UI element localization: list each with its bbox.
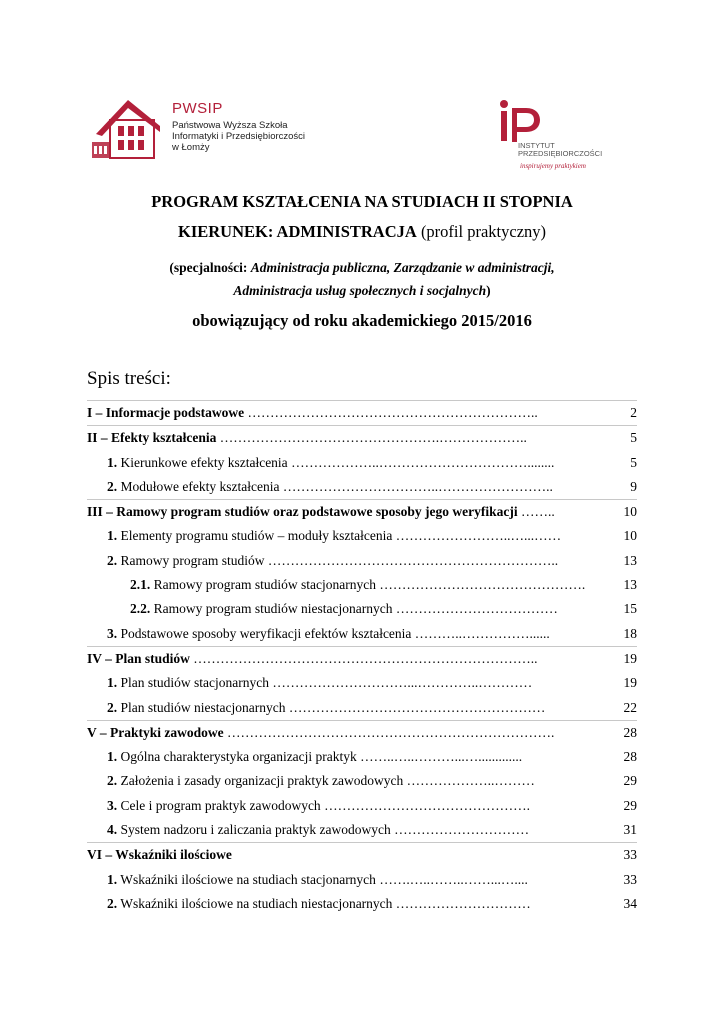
toc-subsection[interactable] <box>87 745 637 769</box>
program-direction <box>0 222 724 242</box>
toc-entry-number: 1. <box>107 675 118 691</box>
toc-entry-text <box>107 868 528 892</box>
program-title: PROGRAM KSZTAŁCENIA NA STUDIACH II STOPNIA <box>151 192 573 211</box>
toc-entry-text <box>107 769 535 793</box>
toc-page-number: 18 <box>623 625 637 641</box>
toc-page-number: 31 <box>623 822 637 838</box>
toc-leader: ………………………………………….……………….. <box>219 430 527 446</box>
toc-entry-title: Plan studiów niestacjonarnych <box>117 699 289 715</box>
specializations-line-1 <box>0 260 724 276</box>
toc-entry-title: Kierunkowe efekty kształcenia <box>117 454 292 470</box>
toc-entry-text <box>107 892 531 916</box>
spec-close: ) <box>486 283 491 298</box>
toc-section[interactable] <box>87 499 637 524</box>
toc-entry-title: V – Praktyki zawodowe <box>87 724 227 740</box>
spec-list-2: Administracja usług społecznych i socjalnych <box>233 283 487 298</box>
direction-name: KIERUNEK: ADMINISTRACJA <box>177 222 417 241</box>
toc-entry-text <box>87 426 527 450</box>
toc-entry-text <box>107 622 550 646</box>
toc-section[interactable] <box>87 720 637 745</box>
toc-entry-number: 2. <box>107 699 118 715</box>
specializations-line-2 <box>0 283 724 299</box>
toc-page-number: 10 <box>623 528 637 544</box>
toc-page-number: 33 <box>623 871 637 887</box>
toc-entry-text <box>107 524 561 548</box>
toc-subsection[interactable] <box>87 524 637 548</box>
toc-entry-title: II – Efekty kształcenia <box>87 430 220 446</box>
valid-from: obowiązujący od roku akademickiego 2015/2016 <box>192 311 532 330</box>
toc-entry-title: System nadzoru i zaliczania praktyk zawodowych <box>117 822 395 838</box>
toc-subsection[interactable] <box>87 868 637 892</box>
toc-entry-text <box>87 721 554 745</box>
toc-subsection[interactable] <box>87 794 637 818</box>
toc-entry-text <box>107 451 554 475</box>
toc-entry-number: 4. <box>107 822 118 838</box>
toc-entry-title: Modułowe efekty kształcenia <box>117 478 283 494</box>
toc-entry-title: VI – Wskaźniki ilościowe <box>87 847 232 863</box>
ip-mark-icon <box>498 98 558 144</box>
toc-section[interactable] <box>87 646 637 671</box>
toc-leader: ……..…..………...…............. <box>360 749 523 765</box>
toc-entry-title: Założenia i zasady organizacji praktyk zawodowych <box>117 773 407 789</box>
toc-leader: ……………………………… <box>395 601 558 617</box>
toc-entry-number: 2. <box>107 478 118 494</box>
toc-page-number: 13 <box>623 577 637 593</box>
toc-entry-number: 1. <box>107 871 118 887</box>
toc-subsection[interactable] <box>87 451 637 475</box>
toc-subsection[interactable] <box>87 818 637 842</box>
toc-leader: ……………………………..…………………….. <box>282 478 553 494</box>
toc-leader: ………………………………………. <box>324 797 530 813</box>
toc-entry-title: Elementy programu studiów – moduły kształcenia <box>117 528 396 544</box>
toc-page-number: 2 <box>630 405 637 420</box>
toc-leader: ………………………………………………… <box>288 699 546 715</box>
toc-page-number: 19 <box>623 650 637 666</box>
toc-leader: ……………………………………………………….. <box>247 405 538 420</box>
toc-entry-number: 1. <box>107 528 118 544</box>
toc-subsection[interactable] <box>87 549 637 573</box>
toc-entry-text <box>107 745 522 769</box>
toc-entry-text <box>130 573 585 597</box>
toc-entry-text <box>87 401 538 425</box>
toc-subsection[interactable] <box>87 475 637 499</box>
ip-full-name: INSTYTUT PRZEDSIĘBIORCZOŚCI <box>518 141 603 158</box>
toc-entry-title: Plan studiów stacjonarnych <box>117 675 273 691</box>
toc-entry-title: Wskaźniki ilościowe na studiach stacjonarnych <box>117 871 380 887</box>
toc-subsection[interactable] <box>87 622 637 646</box>
toc-subsection[interactable] <box>87 671 637 695</box>
toc-leader: …………………………...…………..………… <box>272 675 533 691</box>
ip-logo <box>498 98 628 178</box>
toc-entry-text <box>107 549 558 573</box>
toc-leader: …….…..……..……...….... <box>379 871 528 887</box>
toc-page-number: 15 <box>623 601 637 617</box>
toc-page-number: 13 <box>623 552 637 568</box>
table-of-contents <box>87 400 637 916</box>
toc-entry-title: Ramowy program studiów niestacjonarnych <box>150 601 396 617</box>
toc-page-number: 5 <box>630 430 637 446</box>
toc-entry-number: 3. <box>107 797 118 813</box>
toc-leader: ……………………………………………………….. <box>267 552 559 568</box>
toc-section[interactable] <box>87 842 637 867</box>
toc-leader: ……………………..…...…… <box>395 528 562 544</box>
toc-entry-text <box>87 843 232 867</box>
toc-entry-text <box>107 818 529 842</box>
toc-entry-text <box>107 696 545 720</box>
toc-page-number: 28 <box>623 749 637 765</box>
toc-leader: ………..……………...... <box>414 625 550 641</box>
spec-list-1: Administracja publiczna, Zarządzanie w administracji, <box>250 260 555 275</box>
toc-subsection[interactable] <box>87 597 637 621</box>
toc-page-number: 19 <box>623 675 637 691</box>
toc-entry-text <box>107 671 532 695</box>
toc-subsection[interactable] <box>87 892 637 916</box>
toc-leader: ………………………… <box>394 822 530 838</box>
toc-page-number: 29 <box>623 773 637 789</box>
toc-leader: ………………..……………………………........ <box>291 454 555 470</box>
toc-entry-number: 2. <box>107 773 118 789</box>
toc-entry-title: I – Informacje podstawowe <box>87 405 248 420</box>
toc-entry-number: 2.1. <box>130 577 151 593</box>
toc-heading: Spis treści: <box>87 368 171 389</box>
toc-entry-text <box>107 475 553 499</box>
pwsip-name: PWSIP <box>172 100 223 117</box>
toc-page-number: 33 <box>623 847 637 863</box>
toc-page-number: 22 <box>623 699 637 715</box>
toc-subsection[interactable] <box>87 769 637 793</box>
toc-page-number: 5 <box>630 454 637 470</box>
toc-page-number: 9 <box>630 478 637 494</box>
toc-entry-title: Cele i program praktyk zawodowych <box>117 797 325 813</box>
ip-motto: inspirujemy praktykiem <box>520 162 586 170</box>
toc-leader: ………………………………………. <box>379 577 586 593</box>
pwsip-logo <box>88 96 308 162</box>
toc-page-number: 28 <box>623 724 637 740</box>
toc-page-number: 29 <box>623 797 637 813</box>
toc-entry-title: IV – Plan studiów <box>87 650 194 666</box>
toc-entry-title: Ogólna charakterystyka organizacji praktyk <box>117 749 361 765</box>
toc-entry-title: III – Ramowy program studiów oraz podstawowe sposoby jego weryfikacji <box>87 504 521 520</box>
toc-section[interactable] <box>87 425 637 450</box>
toc-entry-title: Wskaźniki ilościowe na studiach niestacjonarnych <box>117 895 396 911</box>
toc-entry-title: Ramowy program studiów <box>117 552 268 568</box>
toc-leader: …….. <box>521 504 555 520</box>
toc-entry-text <box>87 500 555 524</box>
toc-leader: ………………………………………………………………….. <box>193 650 538 666</box>
toc-entry-number: 1. <box>107 749 118 765</box>
toc-leader: ………………………… <box>395 895 531 911</box>
toc-entry-text <box>87 647 538 671</box>
toc-entry-number: 2.2. <box>130 601 151 617</box>
building-icon <box>88 96 168 162</box>
toc-page-number: 10 <box>623 504 637 520</box>
toc-subsection[interactable] <box>87 573 637 597</box>
toc-entry-text <box>107 794 530 818</box>
toc-entry-number: 1. <box>107 454 118 470</box>
toc-leader: ………………………………………………………………. <box>227 724 555 740</box>
toc-entry-text <box>130 597 558 621</box>
pwsip-full-name: Państwowa Wyższa Szkoła Informatyki i Przedsiębiorczości w Łomży <box>172 120 306 153</box>
toc-section[interactable] <box>87 400 637 425</box>
toc-entry-number: 3. <box>107 625 118 641</box>
toc-entry-number: 2. <box>107 895 118 911</box>
toc-leader: ………………..……… <box>406 773 535 789</box>
toc-subsection[interactable] <box>87 696 637 720</box>
toc-entry-title: Ramowy program studiów stacjonarnych <box>150 577 380 593</box>
spec-label: (specjalności: <box>169 260 251 275</box>
toc-entry-number: 2. <box>107 552 118 568</box>
toc-page-number: 34 <box>623 895 637 911</box>
direction-profile: (profil praktyczny) <box>416 222 547 241</box>
toc-entry-title: Podstawowe sposoby weryfikacji efektów kształcenia <box>117 625 415 641</box>
